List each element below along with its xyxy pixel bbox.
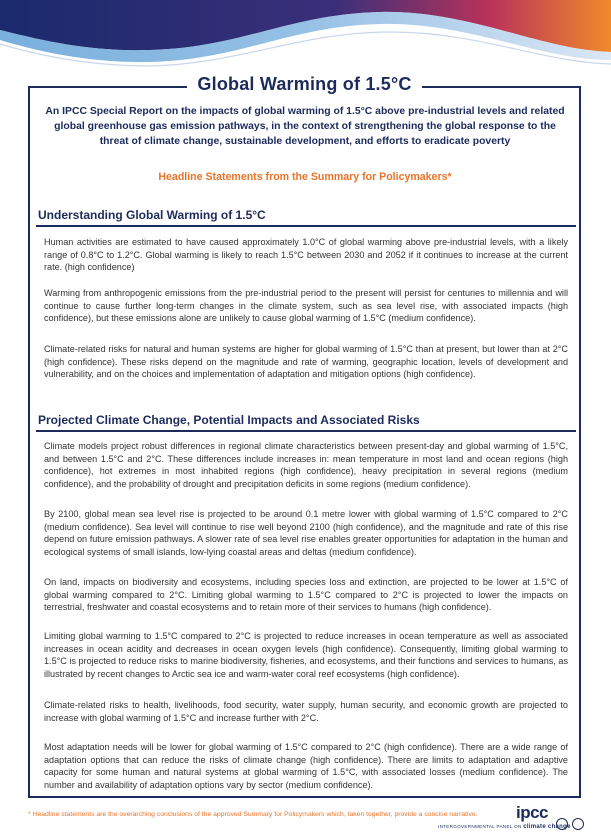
ipcc-tagline-prefix: INTERGOVERNMENTAL PANEL ON — [438, 824, 522, 829]
footnote: * Headline statements are the overarching conclusions of the approved Summary for Policymakers which, taken together, provide a concise narrative. — [28, 811, 478, 818]
paragraph: Limiting global warming to 1.5°C compared to 2°C is projected to reduce increases in ocean temperature as well as associated increases in ocean acidity and decreases in ocean oxygen levels (high confidence). Consequently, limiting global warming to 1.5°C is projected to reduce risks to marine biodiversity, fisheries, and ecosystems, and their functions and services to humans, as illustrated by recent changes to Arctic sea ice and warm-water coral reef ecosystems (high confidence). — [44, 631, 568, 679]
paragraph: Warming from anthropogenic emissions from the pre-industrial period to the present will persist for centuries to millennia and will continue to cause further long-term changes in the climate system, such as sea level rise, with associated impacts (high confidence), but these emissions alone are unlikely to cause global warming of 1.5°C (medium confidence). — [44, 288, 568, 324]
ipcc-tagline-emph: climate change — [523, 824, 571, 830]
ipcc-logo: ipcc — [516, 803, 549, 822]
header-wave-banner — [0, 0, 611, 75]
section-divider — [36, 225, 576, 227]
paragraph: Human activities are estimated to have caused approximately 1.0°C of global warming above pre-industrial levels, with a likely range of 0.8°C to 1.2°C. Global warming is likely to reach 1.5°C between 2030 and 2052 if it continues to increase at the current rate. (high confidence) — [44, 237, 568, 273]
paragraph: Climate-related risks for natural and human systems are higher for global warming of 1.5°C than at present, but lower than at 2°C (high confidence). These risks depend on the magnitude and rate of warming, geographic location, levels of development and vulnerability, and on the choices and implementation of adaptation and mitigation options (high confidence). — [44, 344, 568, 380]
report-subtitle: An IPCC Special Report on the impacts of global warming of 1.5°C above pre-industrial levels and related global greenhouse gas emission pathways, in the context of strengthening the global response to the threat of climate change, sustainable development, and efforts to eradicate poverty — [45, 106, 565, 147]
paragraph: Climate models project robust differences in regional climate characteristics between present-day and global warming of 1.5°C, and between 1.5°C and 2°C. These differences include increases in: mean temperature in most land and ocean regions (high confidence), hot extremes in most inhabited regions (high confidence), heavy precipitation in several regions (medium confidence), and the probability of drought and precipitation deficits in some regions (medium confidence). — [44, 441, 568, 489]
paragraph: By 2100, global mean sea level rise is projected to be around 0.1 metre lower with global warming of 1.5°C compared to 2°C (medium confidence). Sea level will continue to rise well beyond 2100 (high confidence), and the magnitude and rate of this rise depend on future emission pathways. A slower rate of sea level rise enables greater opportunities for adaptation in the human and ecological systems of small islands, low-lying coastal areas and deltas (medium confidence). — [44, 509, 568, 557]
wmo-logo-icon — [556, 818, 568, 830]
ipcc-tagline — [438, 824, 571, 830]
section-heading-understanding: Understanding Global Warming of 1.5°C — [38, 208, 266, 222]
paragraph: On land, impacts on biodiversity and ecosystems, including species loss and extinction, are projected to be lower at 1.5°C of global warming compared to 2°C. Limiting global warming to 1.5°C compared to 2°C is projected to lower the impacts on terrestrial, freshwater and coastal ecosystems and to retain more of their services to humans (high confidence). — [44, 577, 568, 613]
section-divider — [36, 430, 576, 432]
paragraph: Climate-related risks to health, livelihoods, food security, water supply, human security, and economic growth are projected to increase with global warming of 1.5°C and increase further with 2°C. — [44, 700, 568, 723]
title-wrap — [28, 74, 581, 95]
paragraph: Most adaptation needs will be lower for global warming of 1.5°C compared to 2°C (high confidence). There are a wide range of adaptation options that can reduce the risks of climate change (high confidence). There are limits to adaptation and adaptive capacity for some human and natural systems at global warming of 1.5°C, with associated losses (medium confidence). The number and availability of adaptation options vary by sector (medium confidence). — [44, 742, 568, 790]
unep-logo-icon — [572, 818, 584, 830]
section-heading-projected: Projected Climate Change, Potential Impacts and Associated Risks — [38, 413, 420, 427]
page-title: Global Warming of 1.5°C — [187, 74, 421, 95]
headline-statements-label: Headline Statements from the Summary for Policymakers* — [158, 171, 452, 183]
